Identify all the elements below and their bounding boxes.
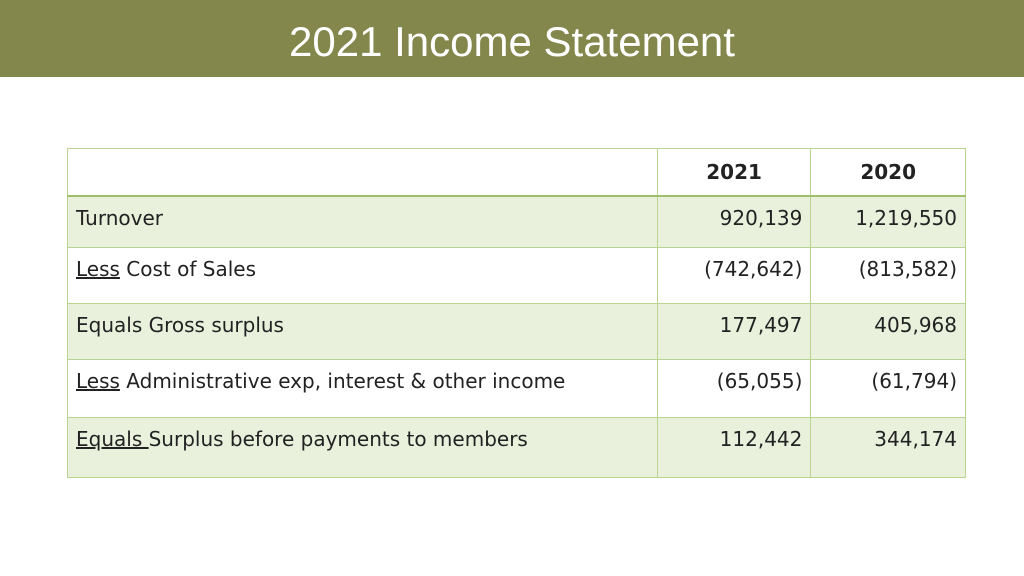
slide-title: 2021 Income Statement [289,18,735,65]
row-value-2020: (813,582) [811,248,966,304]
row-value-2021: 920,139 [657,196,811,248]
header-2020: 2020 [811,149,966,197]
row-value-2021: 177,497 [657,304,811,360]
row-label-text: Cost of Sales [119,257,256,281]
row-label-text: Administrative exp, interest & other income [119,369,566,393]
row-value-2021: (65,055) [657,360,811,418]
row-value-2020: 405,968 [811,304,966,360]
row-label-text: Equals Gross surplus [76,313,284,337]
table-row-turnover [68,196,966,248]
row-label [68,248,658,304]
table-row-administrative [68,360,966,418]
header-2021: 2021 [657,149,811,197]
row-value-2020: 344,174 [811,418,966,478]
income-statement-table [67,148,966,478]
header-label [68,149,658,197]
row-label-text: Surplus before payments to members [148,427,528,451]
table-header-row [68,149,966,197]
row-label-text: Turnover [76,206,164,230]
row-value-2021: 112,442 [657,418,811,478]
row-prefix: Less [76,369,120,393]
row-label [68,418,658,478]
table-row-surplus-before-payments [68,418,966,478]
table-row-gross-surplus [68,304,966,360]
row-value-2021: (742,642) [657,248,811,304]
row-label [68,304,658,360]
row-value-2020: 1,219,550 [811,196,966,248]
row-prefix: Less [76,257,120,281]
row-label [68,360,658,418]
row-prefix: Equals [76,427,149,451]
row-label [68,196,658,248]
row-value-2020: (61,794) [811,360,966,418]
table-row-cost-of-sales [68,248,966,304]
